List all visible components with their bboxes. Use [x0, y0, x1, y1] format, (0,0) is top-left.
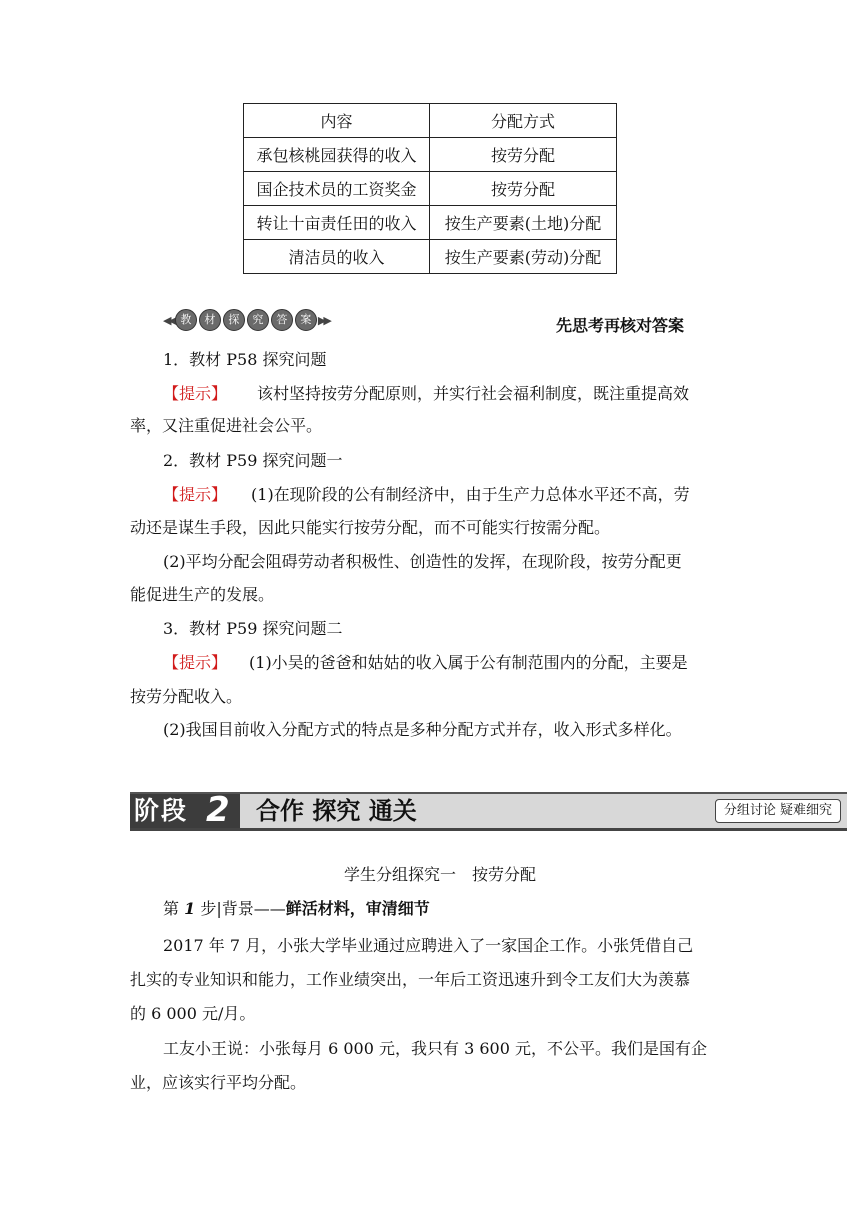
table-cell: 承包核桃园获得的收入	[244, 138, 430, 172]
table-cell: 按生产要素(土地)分配	[430, 206, 617, 240]
table-row	[244, 138, 617, 172]
banner-char: 答	[271, 309, 293, 331]
table-cell: 国企技术员的工资奖金	[244, 172, 430, 206]
paragraph-line: 2017 年 7 月，小张大学毕业通过应聘进入了一家国企工作。小张凭借自己	[163, 936, 694, 955]
table-cell: 清洁员的收入	[244, 240, 430, 274]
hint-text: 动还是谋生手段，因此只能实行按劳分配，而不可能实行按需分配。	[130, 518, 611, 537]
paragraph-line: 工友小王说：小张每月 6 000 元，我只有 3 600 元，不公平。我们是国有企	[163, 1039, 707, 1058]
item-title: 1．教材 P58 探究问题	[163, 350, 327, 369]
section-title: 学生分组探究一 按劳分配	[344, 865, 537, 884]
step-number: 1	[184, 899, 196, 918]
hint-label: 【提示】	[163, 384, 228, 403]
hint-text: (2)我国目前收入分配方式的特点是多种分配方式并存，收入形式多样化。	[163, 720, 682, 739]
stage-number: 2	[206, 790, 230, 830]
paragraph-line: 业，应该实行平均分配。	[130, 1073, 307, 1092]
table-row	[244, 240, 617, 274]
table-header-row	[244, 104, 617, 138]
hint-text: 能促进生产的发展。	[130, 585, 275, 604]
step-heading	[163, 896, 430, 919]
table-cell: 转让十亩责任田的收入	[244, 206, 430, 240]
paragraph-line: 的 6 000 元/月。	[130, 1004, 256, 1023]
step-mid: 步|背景——	[200, 899, 286, 918]
hint-text: 该村坚持按劳分配原则，并实行社会福利制度，既注重提高效	[257, 384, 690, 403]
right-arrows-icon: ▶▶	[317, 313, 329, 327]
stage-label: 阶段	[134, 796, 189, 825]
hint-text: (1)在现阶段的公有制经济中，由于生产力总体水平还不高，劳	[251, 485, 690, 504]
table-cell: 按劳分配	[430, 172, 617, 206]
banner-char: 究	[247, 309, 269, 331]
hint-text: (2)平均分配会阻碍劳动者积极性、创造性的发挥，在现阶段，按劳分配更	[163, 552, 682, 571]
banner-char: 材	[199, 309, 221, 331]
distribution-table	[243, 103, 617, 274]
stage-title: 合作 探究 通关	[256, 797, 417, 825]
table-header-cell: 内容	[244, 104, 430, 138]
stage-banner	[130, 792, 847, 831]
answer-note: 先思考再核对答案	[556, 316, 685, 335]
left-arrows-icon: ◀◀	[163, 313, 174, 327]
hint-label: 【提示】	[163, 485, 228, 504]
hint-line	[163, 482, 690, 505]
banner-char: 教	[175, 309, 197, 331]
table-row	[244, 172, 617, 206]
paragraph-line: 扎实的专业知识和能力，工作业绩突出，一年后工资迅速升到令工友们大为羡慕	[130, 970, 691, 989]
banner-char: 案	[295, 309, 317, 331]
stage-tag: 分组讨论 疑难细究	[715, 799, 841, 823]
step-bold: 鲜活材料，审清细节	[285, 899, 430, 918]
table-row	[244, 206, 617, 240]
hint-text: (1)小吴的爸爸和姑姑的收入属于公有制范围内的分配，主要是	[249, 653, 688, 672]
step-prefix: 第	[163, 899, 180, 918]
textbook-answer-banner	[163, 309, 329, 331]
banner-char: 探	[223, 309, 245, 331]
table-cell: 按生产要素(劳动)分配	[430, 240, 617, 274]
table-header-cell: 分配方式	[430, 104, 617, 138]
table-cell: 按劳分配	[430, 138, 617, 172]
item-title: 2．教材 P59 探究问题一	[163, 451, 343, 470]
hint-line	[163, 381, 689, 404]
hint-text: 率，又注重促进社会公平。	[130, 416, 323, 435]
item-title: 3．教材 P59 探究问题二	[163, 619, 343, 638]
hint-label: 【提示】	[163, 653, 228, 672]
hint-text: 按劳分配收入。	[130, 687, 243, 706]
hint-line	[163, 650, 688, 673]
